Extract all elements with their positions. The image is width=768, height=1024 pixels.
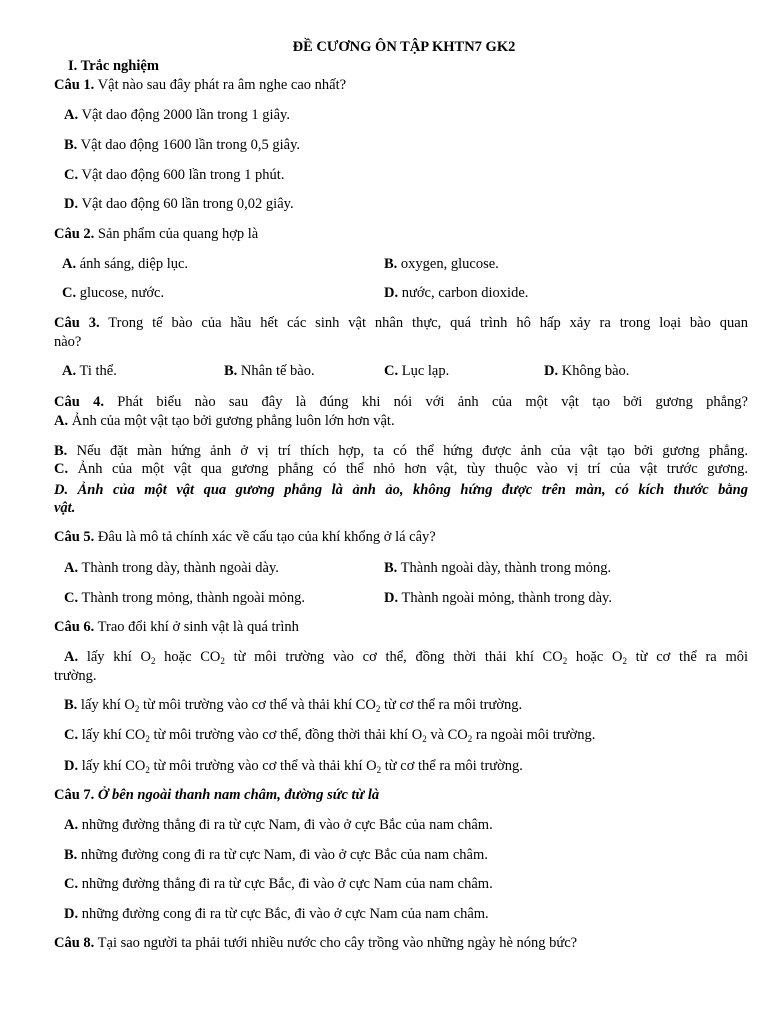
question-label: Câu 3. xyxy=(54,315,100,331)
question-text: Sản phẩm của quang hợp là xyxy=(94,226,259,242)
q2-option-a: A. ánh sáng, diệp lục. xyxy=(62,256,189,272)
question-label: Câu 6. xyxy=(54,619,95,635)
q4-option-b: B. Nếu đặt màn hứng ảnh ở vị trí thích hợp, ta có thể hứng được ảnh của vật tạo bởi gương phẳng. xyxy=(54,443,748,459)
question-text: Trao đổi khí ở sinh vật là quá trình xyxy=(94,619,299,635)
q4-option-c: C. Ảnh của một vật qua gương phẳng có thể nhỏ hơn vật, tùy thuộc vào vị trí của vật trước gương. xyxy=(54,461,748,477)
question-4 xyxy=(54,393,748,411)
question-label: Câu 7. xyxy=(54,787,95,803)
q4-option-d: D. Ảnh của một vật qua gương phẳng là ảnh ảo, không hứng được trên màn, có kích thước bằng xyxy=(54,482,748,498)
q7-option-c: C. những đường thẳng đi ra từ cực Bắc, đi vào ở cực Nam của nam châm. xyxy=(64,876,493,892)
q1-option-d: D. Vật dao động 60 lần trong 0,02 giây. xyxy=(64,196,294,212)
q6-option-c: C. lấy khí $CO_2$ từ môi trường vào cơ thể, đồng thời thải khí $O_2$ và $CO_2$ ra ngoài môi trường. xyxy=(64,727,596,744)
q5-option-b: B. Thành ngoài dày, thành trong mỏng. xyxy=(384,560,612,576)
question-label: Câu 2. xyxy=(54,226,95,242)
page-title: ĐỀ CƯƠNG ÔN TẬP KHTN7 GK2 xyxy=(292,39,516,55)
question-5 xyxy=(54,528,748,546)
q1-option-a: A. Vật dao động 2000 lần trong 1 giây. xyxy=(64,107,290,123)
question-text: Đâu là mô tả chính xác về cấu tạo của khí khổng ở lá cây? xyxy=(94,529,436,545)
q4-option-d-continued: vật. xyxy=(54,500,76,516)
q5-option-c: C. Thành trong mỏng, thành ngoài mỏng. xyxy=(64,590,305,606)
q2-option-b: B. oxygen, glucose. xyxy=(384,256,499,272)
q7-option-b: B. những đường cong đi ra từ cực Nam, đi vào ở cực Bắc của nam châm. xyxy=(64,847,488,863)
q1-option-c: C. Vật dao động 600 lần trong 1 phút. xyxy=(64,167,285,183)
q6-option-a-continued: trường. xyxy=(54,668,97,684)
q3-option-b: B. Nhân tế bào. xyxy=(224,363,315,379)
question-6 xyxy=(54,618,748,636)
q7-option-a: A. những đường thẳng đi ra từ cực Nam, đi vào ở cực Bắc của nam châm. xyxy=(64,817,493,833)
question-3-continued: nào? xyxy=(54,334,82,350)
question-2 xyxy=(54,225,748,243)
question-text: Vật nào sau đây phát ra âm nghe cao nhất? xyxy=(94,77,347,93)
question-label: Câu 4. xyxy=(54,394,104,410)
q3-option-c: C. Lục lạp. xyxy=(384,363,450,379)
question-text: Phát biểu nào sau đây là đúng khi nói với ảnh của một vật tạo bởi gương phẳng? xyxy=(117,394,748,410)
question-text: Trong tế bào của hầu hết các sinh vật nhân thực, quá trình hô hấp xảy ra trong loại bào quan xyxy=(108,315,748,331)
question-label: Câu 1. xyxy=(54,77,95,93)
q6-option-a: A. lấy khí $O_2$ hoặc $CO_2$ từ môi trường vào cơ thể, đồng thời thải khí $CO_2$ hoặc $O_2$ từ cơ thể ra môi xyxy=(64,649,748,666)
q3-option-d: D. Không bào. xyxy=(544,363,630,379)
q6-option-b: B. lấy khí $O_2$ từ môi trường vào cơ thể và thải khí $CO_2$ từ cơ thể ra môi trường. xyxy=(64,697,523,714)
q2-option-d: D. nước, carbon dioxide. xyxy=(384,285,529,301)
q2-option-c: C. glucose, nước. xyxy=(62,285,165,301)
question-1 xyxy=(54,76,748,94)
question-7 xyxy=(54,786,748,804)
q5-option-a: A. Thành trong dày, thành ngoài dày. xyxy=(64,560,279,576)
section-heading: I. Trắc nghiệm xyxy=(68,58,159,74)
q4-option-a: A. Ảnh của một vật tạo bởi gương phẳng luôn lớn hơn vật. xyxy=(54,413,395,429)
q6-option-d: D. lấy khí $CO_2$ từ môi trường vào cơ thể và thải khí $O_2$ từ cơ thể ra môi trường. xyxy=(64,758,523,775)
question-text: Tại sao người ta phải tưới nhiều nước cho cây trồng vào những ngày hè nóng bức? xyxy=(94,935,578,951)
q7-option-d: D. những đường cong đi ra từ cực Bắc, đi vào ở cực Nam của nam châm. xyxy=(64,906,489,922)
q1-option-b: B. Vật dao động 1600 lần trong 0,5 giây. xyxy=(64,137,301,153)
q5-option-d: D. Thành ngoài mỏng, thành trong dày. xyxy=(384,590,612,606)
question-8 xyxy=(54,934,748,952)
q3-option-a: A. Ti thể. xyxy=(62,363,117,379)
question-label: Câu 8. xyxy=(54,935,95,951)
question-3 xyxy=(54,314,748,332)
question-label: Câu 5. xyxy=(54,529,95,545)
question-text: Ở bên ngoài thanh nam châm, đường sức từ là xyxy=(94,787,380,803)
